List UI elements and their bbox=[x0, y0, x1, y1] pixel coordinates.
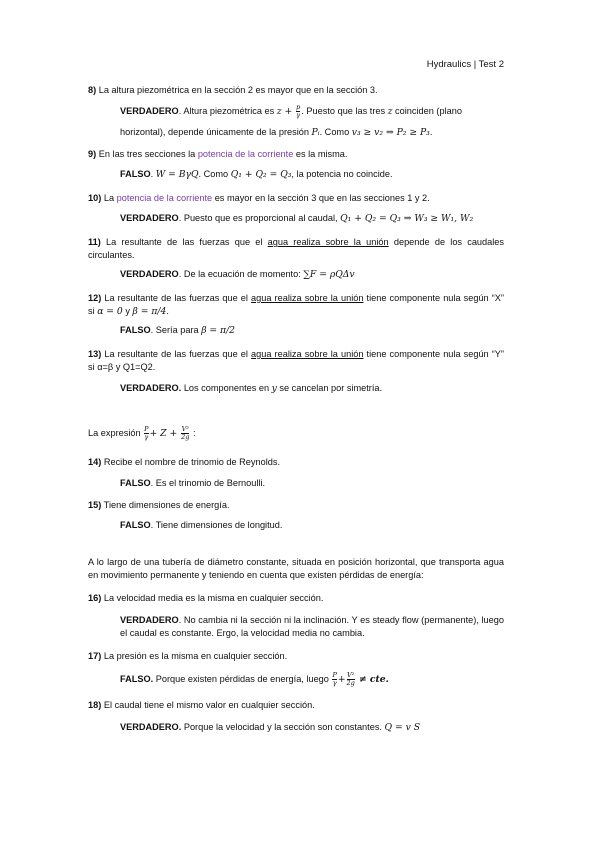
term-underlined: agua realiza sobre la unión bbox=[251, 293, 364, 303]
question-text: La altura piezométrica en la sección 2 es mayor que en la sección 3. bbox=[98, 85, 378, 95]
question-number: 15) bbox=[88, 500, 102, 510]
verdict-label: FALSO bbox=[120, 325, 151, 335]
verdict-label: VERDADERO. bbox=[120, 722, 182, 732]
fraction: $\frac{\text{V²}}{2g}$ bbox=[181, 425, 190, 441]
verdict-label: VERDADERO bbox=[120, 213, 179, 223]
page-header: Hydraulics | Test 2 bbox=[426, 59, 504, 70]
question-13: 13) La resultante de las fuerzas que el agua realiza sobre la unión tiene componente nula según “Y” si α=β y Q1=Q2. bbox=[88, 349, 504, 372]
verdict-label: VERDADERO bbox=[120, 615, 179, 625]
question-number: 18) bbox=[88, 700, 102, 710]
question-number: 13) bbox=[88, 349, 102, 359]
answer-14: FALSO. Es el trinomio de Bernoulli. bbox=[120, 478, 266, 488]
term-highlight: potencia de la corriente bbox=[197, 149, 294, 159]
answer-13: VERDADERO. Los componentes en y se cancelan por simetría. bbox=[120, 383, 383, 394]
question-9: 9) En las tres secciones la potencia de la corriente es la misma. bbox=[88, 149, 348, 159]
question-number: 14) bbox=[88, 457, 102, 467]
question-number: 11) bbox=[88, 237, 101, 247]
answer-12: FALSO. Sería para β = π/2 bbox=[120, 325, 236, 336]
question-number: 17) bbox=[88, 651, 102, 661]
question-16: 16) La velocidad media es la misma en cualquier sección. bbox=[88, 593, 324, 603]
answer-17: FALSO. Porque existen pérdidas de energía, luego $\frac{P}{\gamma}$ + $\frac{\text{V²}}{2g}$ ≠ cte. bbox=[120, 671, 389, 687]
fraction: $\frac{\text{V²}}{2g}$ bbox=[346, 671, 355, 687]
term-underlined: agua realiza sobre la unión bbox=[267, 237, 389, 247]
answer-16: VERDADERO. No cambia ni la sección ni la inclinación. Y es steady flow (permanente), luego el caudal es constante. Ergo, la velocidad media no cambia. bbox=[120, 615, 504, 638]
question-8 bbox=[88, 84, 504, 97]
answer-18: VERDADERO. Porque la velocidad y la sección son constantes. Q = v S bbox=[120, 722, 421, 733]
fraction: $\frac{P}{\gamma}$ bbox=[144, 425, 149, 441]
term-underlined: agua realiza sobre la unión bbox=[251, 349, 364, 359]
expression-heading: La expresión $\frac{P}{\gamma}$ + Z + $\frac{\text{V²}}{2g}$ : bbox=[88, 425, 196, 441]
question-12: 12) La resultante de las fuerzas que el agua realiza sobre la unión tiene componente nula según “X” si α = 0 y β = π/4. bbox=[88, 293, 504, 317]
question-17: 17) La presión es la misma en cualquier sección. bbox=[88, 651, 288, 661]
question-number: 8) bbox=[88, 85, 97, 95]
verdict-label: VERDADERO. bbox=[120, 383, 182, 393]
intro-paragraph: A lo largo de una tubería de diámetro constante, situada en posición horizontal, que transporta agua en movimiento permanente y teniendo en cuenta que existen pérdidas de energía: bbox=[88, 557, 504, 580]
question-15: 15) Tiene dimensiones de energía. bbox=[88, 500, 230, 510]
fraction: $\frac{p}{\gamma}$ bbox=[296, 103, 301, 119]
question-14: 14) Recibe el nombre de trinomio de Reynolds. bbox=[88, 457, 281, 467]
question-number: 16) bbox=[88, 593, 102, 603]
verdict-label: VERDADERO bbox=[120, 269, 179, 279]
question-11: 11) La resultante de las fuerzas que el agua realiza sobre la unión depende de los caudales circulantes. bbox=[88, 237, 505, 260]
answer-9: FALSO. W = BγQ. Como Q₁ + Q₂ = Q₃, la potencia no coincide. bbox=[120, 169, 393, 180]
term-highlight: potencia de la corriente bbox=[116, 193, 213, 203]
verdict-label: FALSO. bbox=[120, 673, 154, 684]
verdict-label: VERDADERO bbox=[120, 105, 179, 116]
verdict-label: FALSO bbox=[120, 169, 151, 179]
answer-10: VERDADERO. Puesto que es proporcional al caudal, Q₁ + Q₂ = Q₃ ⇒ W₃ ≥ W₁, W₂ bbox=[120, 213, 474, 224]
question-10: 10) La potencia de la corriente es mayor en la sección 3 que en las secciones 1 y 2. bbox=[88, 193, 430, 203]
verdict-label: FALSO bbox=[120, 520, 151, 530]
answer-8: VERDADERO. Altura piezométrica es z + $\frac{p}{\gamma}$ . Puesto que las tres z coinciden (plano horizontal), depende únicamente de la presión Pᵢ. Como v₃ ≥ v₂ ⇒ P₂ ≥ P₃. bbox=[120, 103, 462, 138]
question-number: 9) bbox=[88, 149, 97, 159]
verdict-label: FALSO bbox=[120, 478, 151, 488]
question-number: 10) bbox=[88, 193, 102, 203]
question-18: 18) El caudal tiene el mismo valor en cualquier sección. bbox=[88, 700, 315, 710]
fraction: $\frac{P}{\gamma}$ bbox=[332, 671, 337, 687]
answer-11: VERDADERO. De la ecuación de momento: ∑F = ρQΔv bbox=[120, 269, 355, 280]
answer-15: FALSO. Tiene dimensiones de longitud. bbox=[120, 520, 283, 530]
question-number: 12) bbox=[88, 293, 102, 303]
